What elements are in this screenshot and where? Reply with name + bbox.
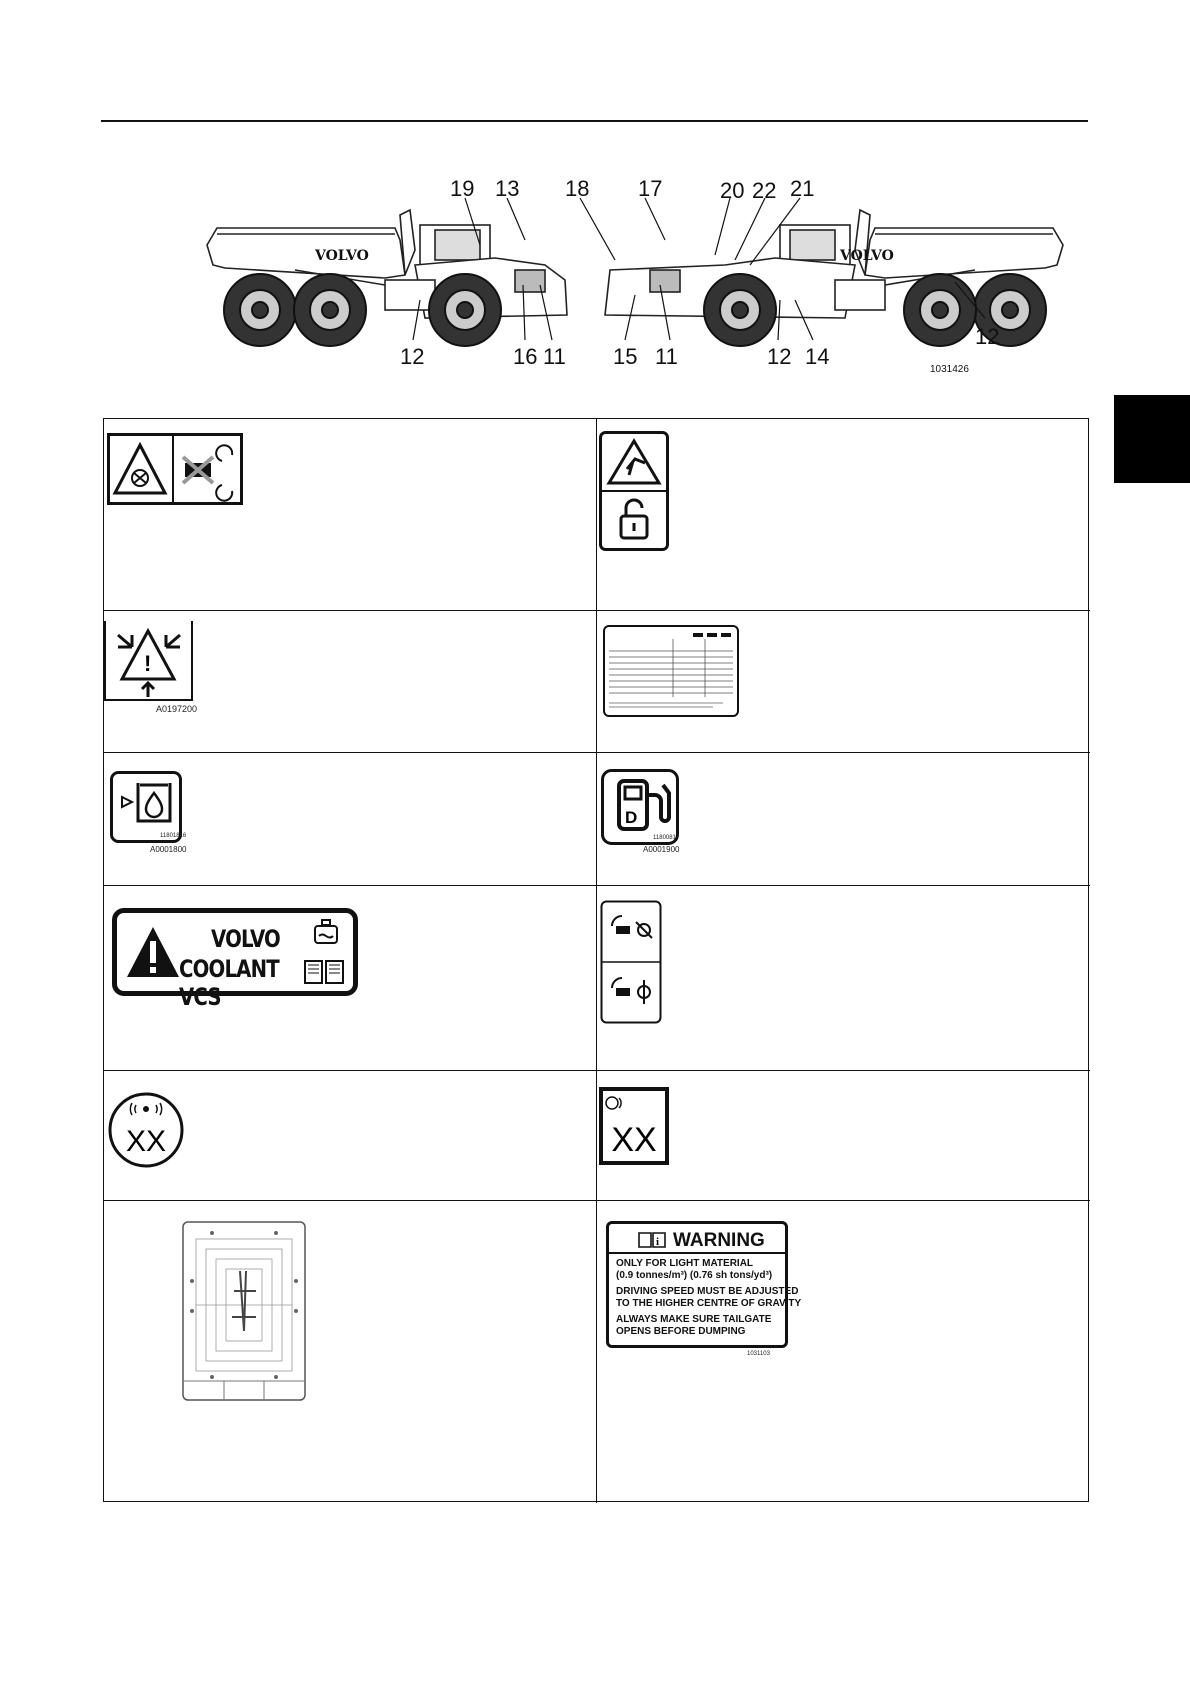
callout-13: 13 <box>495 176 520 201</box>
warning-divider <box>609 1252 785 1254</box>
callout-11-b: 11 <box>655 344 678 369</box>
right-brand-text: VOLVO <box>840 248 894 264</box>
callout-14: 14 <box>805 344 830 369</box>
decal-cell-noise-outside <box>104 1070 597 1200</box>
warning-line-2: (0.9 tonnes/m³) (0.76 sh tons/yd³) <box>616 1270 773 1281</box>
left-brand-text: VOLVO <box>315 248 369 264</box>
fuel-decal-id: A0001900 <box>643 845 680 854</box>
warning-triangle-icon <box>125 925 181 981</box>
manual-info-icon <box>637 1231 667 1249</box>
callout-12-a: 12 <box>400 344 425 369</box>
noise-cab-value: XX <box>611 1121 657 1159</box>
fuel-small-id: 11800817 <box>653 835 680 841</box>
decal-cell-rotating-fan <box>104 419 597 610</box>
oil-fill-decal-id: A0001800 <box>150 845 187 854</box>
manual-book-icon <box>303 957 345 985</box>
svg-text:i: i <box>656 1236 660 1248</box>
decal-cell-warning <box>597 1200 1090 1503</box>
oil-fill-small-id: 11801816 <box>160 833 187 839</box>
warning-line-5: ALWAYS MAKE SURE TAILGATE <box>616 1314 772 1325</box>
decal-cell-crush-hazard <box>597 419 1090 610</box>
svg-text:D: D <box>625 808 638 827</box>
light-material-warning-decal <box>606 1221 802 1348</box>
nozzle-decal-id: A0197200 <box>156 704 198 714</box>
decal-cell-oil-table <box>597 610 1090 752</box>
coolant-tank-icon <box>313 919 339 945</box>
noise-outside-value: XX <box>125 1125 167 1158</box>
differential-lock-decal <box>600 900 662 1024</box>
warning-decal-id: 1031103 <box>747 1351 770 1357</box>
callout-22: 22 <box>752 178 777 203</box>
oil-specification-table-decal <box>603 625 739 717</box>
warning-title: WARNING <box>673 1230 765 1251</box>
svg-text:!: ! <box>144 651 152 676</box>
external-noise-level-decal <box>107 1091 185 1169</box>
decal-cell-fuel <box>597 752 1090 885</box>
lubrication-chart-decal <box>182 1221 306 1401</box>
warning-line-1: ONLY FOR LIGHT MATERIAL <box>616 1258 754 1269</box>
coolant-type-text: COOLANT VCS <box>179 955 279 1011</box>
callout-16: 16 <box>513 344 538 369</box>
callout-21: 21 <box>790 176 815 201</box>
decal-cell-oil-fill <box>104 752 597 885</box>
decal-cell-nozzle <box>104 610 597 752</box>
coolant-decal <box>112 908 358 1011</box>
callout-15: 15 <box>613 344 638 369</box>
decal-cell-engagement <box>597 885 1090 1070</box>
top-rule <box>101 120 1088 122</box>
coolant-brand-text: VOLVO <box>211 925 280 953</box>
callout-12-c: 12 <box>975 324 1000 349</box>
decal-cell-coolant <box>104 885 597 1070</box>
warning-line-6: OPENS BEFORE DUMPING <box>616 1326 746 1337</box>
callout-17: 17 <box>638 176 663 201</box>
callout-19: 19 <box>450 176 475 201</box>
warning-line-4: TO THE HIGHER CENTRE OF GRAVITY <box>616 1298 802 1309</box>
hauler-decal-locations-figure <box>195 170 1075 395</box>
left-hauler-wheels <box>224 274 501 346</box>
decal-cell-noise-cab <box>597 1070 1090 1200</box>
callout-20: 20 <box>720 178 745 203</box>
decal-table <box>103 418 1089 1502</box>
diesel-fuel-decal <box>601 769 679 845</box>
decal-cell-lubrication-chart <box>104 1200 597 1503</box>
crush-hazard-lock-decal <box>599 431 669 551</box>
lifting-point-warning-decal <box>104 621 194 701</box>
section-tab <box>1114 395 1190 483</box>
callout-11-a: 11 <box>543 344 566 369</box>
callout-12-b: 12 <box>767 344 792 369</box>
figure-id: 1031426 <box>930 364 969 375</box>
cab-noise-level-decal <box>599 1087 669 1165</box>
rotating-fan-decal <box>107 433 243 505</box>
warning-line-3: DRIVING SPEED MUST BE ADJUSTED <box>616 1286 799 1297</box>
callout-18: 18 <box>565 176 590 201</box>
